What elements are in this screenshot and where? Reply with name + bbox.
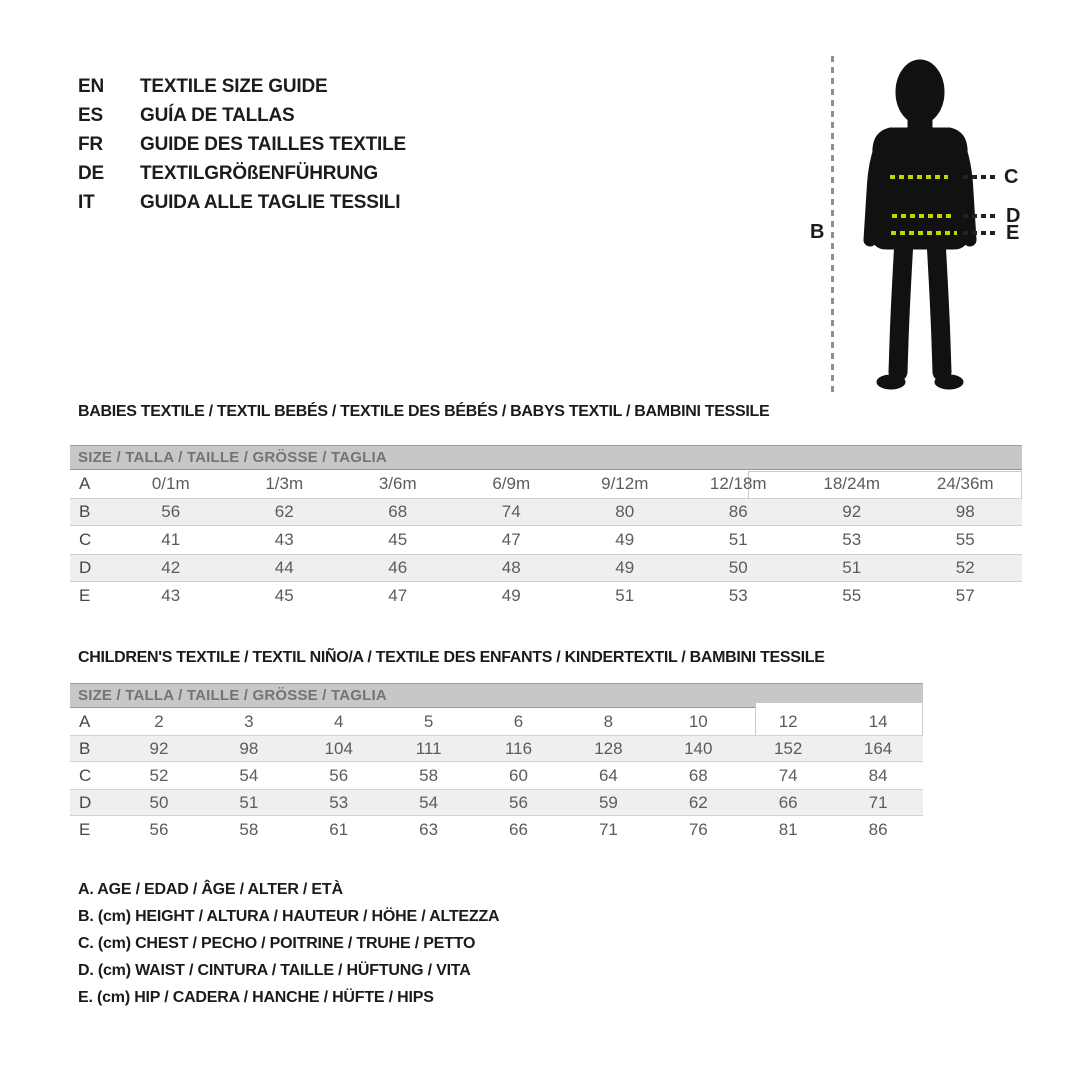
- legend-item: B. (cm) HEIGHT / ALTURA / HAUTEUR / HÖHE / ALTEZZA: [78, 907, 500, 925]
- children-row-hip: [70, 816, 923, 843]
- size-cell: 49: [615, 558, 635, 577]
- size-cell: 53: [329, 792, 349, 812]
- children-size-table: [70, 683, 923, 843]
- size-cell: 51: [239, 792, 259, 812]
- legend-item: A. AGE / EDAD / ÂGE / ALTER / ETÀ: [78, 880, 343, 898]
- size-cell: 74: [778, 765, 798, 785]
- measurement-legend: [78, 876, 499, 1011]
- children-row-waist: [70, 789, 923, 816]
- hip-pointer-line: [963, 231, 999, 235]
- child-silhouette-figure: [845, 50, 995, 395]
- babies-row-height: [70, 498, 1022, 526]
- size-cell: 164: [863, 738, 893, 758]
- size-cell: 56: [161, 502, 181, 521]
- legend-item: E. (cm) HIP / CADERA / HANCHE / HÜFTE / HIPS: [78, 988, 434, 1006]
- size-cell: 56: [329, 765, 349, 785]
- size-cell: 55: [842, 586, 862, 605]
- size-cell: 66: [509, 819, 528, 839]
- size-cell: 10: [688, 711, 708, 731]
- language-row: [78, 101, 638, 130]
- size-cell: 104: [324, 738, 353, 758]
- row-label: A: [79, 711, 91, 731]
- size-cell: 50: [728, 558, 748, 577]
- row-label: B: [79, 502, 91, 521]
- size-cell: 80: [615, 502, 635, 521]
- waist-pointer-line: [963, 214, 999, 218]
- language-title: GUIDE DES TAILLES TEXTILE: [140, 133, 406, 155]
- size-cell: 61: [329, 819, 349, 839]
- size-cell: 98: [955, 502, 975, 521]
- babies-size-header-bar: SIZE / TALLA / TAILLE / GRÖSSE / TAGLIA: [70, 445, 1022, 470]
- row-label: E: [79, 586, 91, 605]
- size-cell: 6: [513, 711, 524, 731]
- children-table-heading: CHILDREN'S TEXTILE / TEXTIL NIÑO/A / TEXTILE DES ENFANTS / KINDERTEXTIL / BAMBINI TESSILE: [78, 649, 825, 666]
- babies-table-heading: BABIES TEXTILE / TEXTIL BEBÉS / TEXTILE DES BÉBÉS / BABYS TEXTIL / BAMBINI TESSILE: [78, 403, 770, 420]
- size-cell: 2: [154, 711, 164, 731]
- size-cell: 6/9m: [492, 474, 531, 493]
- size-cell: 60: [509, 765, 528, 785]
- size-cell: 86: [868, 819, 888, 839]
- size-cell: 86: [728, 502, 748, 521]
- size-cell: 52: [955, 558, 975, 577]
- size-cell: 44: [274, 558, 294, 577]
- size-cell: 47: [501, 530, 521, 549]
- size-cell: 63: [419, 819, 439, 839]
- size-cell: 12/18m: [709, 474, 767, 493]
- language-row: [78, 130, 638, 159]
- size-cell: 64: [598, 765, 618, 785]
- row-label: D: [79, 792, 92, 812]
- size-cell: 42: [161, 558, 181, 577]
- waist-label: D: [1006, 205, 1021, 227]
- language-code: DE: [78, 162, 104, 184]
- size-cell: 51: [728, 530, 748, 549]
- chest-pointer-line: [963, 175, 999, 179]
- size-cell: 49: [615, 530, 635, 549]
- babies-size-table: [70, 445, 1022, 610]
- language-row: [78, 159, 638, 188]
- babies-row-waist: [70, 554, 1022, 582]
- size-cell: 48: [501, 558, 521, 577]
- size-cell: 47: [388, 586, 408, 605]
- size-cell: 45: [274, 586, 294, 605]
- size-cell: 81: [778, 819, 798, 839]
- height-measure-line: [831, 56, 834, 394]
- size-cell: 50: [149, 792, 169, 812]
- row-label: C: [79, 530, 92, 549]
- size-cell: 56: [509, 792, 528, 812]
- chest-label: C: [1004, 166, 1019, 188]
- language-title: TEXTILE SIZE GUIDE: [140, 75, 328, 97]
- size-cell: 58: [419, 765, 439, 785]
- size-cell: 51: [842, 558, 862, 577]
- hip-label: E: [1006, 222, 1020, 244]
- size-cell: 49: [501, 586, 521, 605]
- size-cell: 3/6m: [378, 474, 417, 493]
- size-cell: 84: [868, 765, 888, 785]
- children-size-header-bar: SIZE / TALLA / TAILLE / GRÖSSE / TAGLIA: [70, 683, 923, 708]
- hip-measure-line: [891, 231, 957, 235]
- language-code: IT: [78, 191, 95, 213]
- size-cell: 9/12m: [601, 474, 649, 493]
- size-cell: 62: [274, 502, 294, 521]
- size-cell: 8: [603, 711, 614, 731]
- size-cell: 98: [239, 738, 259, 758]
- size-cell: 74: [501, 502, 521, 521]
- size-cell: 56: [149, 819, 169, 839]
- size-cell: 51: [615, 586, 635, 605]
- size-cell: 62: [688, 792, 708, 812]
- measurement-figure: [780, 45, 1040, 407]
- size-cell: 3: [244, 711, 254, 731]
- size-cell: 66: [778, 792, 798, 812]
- size-cell: 92: [842, 502, 862, 521]
- size-cell: 57: [955, 586, 975, 605]
- size-cell: 152: [773, 738, 803, 758]
- size-cell: 128: [594, 738, 623, 758]
- size-cell: 71: [868, 792, 888, 812]
- size-cell: 43: [274, 530, 294, 549]
- language-code: FR: [78, 133, 103, 155]
- language-title: GUÍA DE TALLAS: [140, 104, 295, 126]
- size-cell: 54: [419, 792, 439, 812]
- children-row-chest: [70, 762, 923, 789]
- language-guide-block: [78, 72, 638, 217]
- size-cell: 14: [868, 711, 888, 731]
- size-cell: 76: [688, 819, 708, 839]
- size-cell: 45: [388, 530, 408, 549]
- language-title: TEXTILGRÖßENFÜHRUNG: [140, 162, 378, 184]
- size-cell: 4: [333, 711, 344, 731]
- language-code: ES: [78, 104, 103, 126]
- size-cell: 140: [684, 738, 713, 758]
- size-cell: 12: [778, 711, 798, 731]
- babies-row-age: [70, 470, 1022, 498]
- size-cell: 46: [388, 558, 408, 577]
- size-cell: 58: [239, 819, 259, 839]
- size-cell: 116: [504, 738, 533, 758]
- row-label: A: [79, 474, 91, 493]
- size-cell: 18/24m: [823, 474, 881, 493]
- babies-row-chest: [70, 526, 1022, 554]
- size-cell: 59: [598, 792, 618, 812]
- waist-measure-line: [892, 214, 954, 218]
- height-label: B: [810, 221, 825, 243]
- row-label: E: [79, 819, 91, 839]
- row-label: C: [79, 765, 92, 785]
- size-cell: 111: [415, 738, 442, 758]
- size-cell: 53: [842, 530, 862, 549]
- size-cell: 71: [598, 819, 618, 839]
- size-cell: 5: [423, 711, 434, 731]
- row-label: B: [79, 738, 91, 758]
- size-cell: 54: [239, 765, 259, 785]
- chest-measure-line: [890, 175, 948, 179]
- size-cell: 41: [161, 530, 181, 549]
- row-label: D: [79, 558, 92, 577]
- children-row-age: [70, 708, 923, 735]
- size-cell: 24/36m: [936, 474, 994, 493]
- legend-item: C. (cm) CHEST / PECHO / POITRINE / TRUHE / PETTO: [78, 934, 476, 952]
- size-cell: 92: [149, 738, 169, 758]
- babies-row-hip: [70, 582, 1022, 610]
- size-cell: 1/3m: [265, 474, 304, 493]
- language-title: GUIDA ALLE TAGLIE TESSILI: [140, 191, 401, 213]
- legend-item: D. (cm) WAIST / CINTURA / TAILLE / HÜFTUNG / VITA: [78, 961, 471, 979]
- size-cell: 53: [728, 586, 748, 605]
- size-cell: 68: [388, 502, 408, 521]
- language-code: EN: [78, 75, 104, 97]
- size-cell: 52: [149, 765, 169, 785]
- size-cell: 0/1m: [151, 474, 190, 493]
- language-row: [78, 72, 638, 101]
- size-cell: 55: [955, 530, 975, 549]
- size-cell: 68: [688, 765, 708, 785]
- size-cell: 43: [161, 586, 181, 605]
- language-row: [78, 188, 638, 217]
- children-row-height: [70, 735, 923, 762]
